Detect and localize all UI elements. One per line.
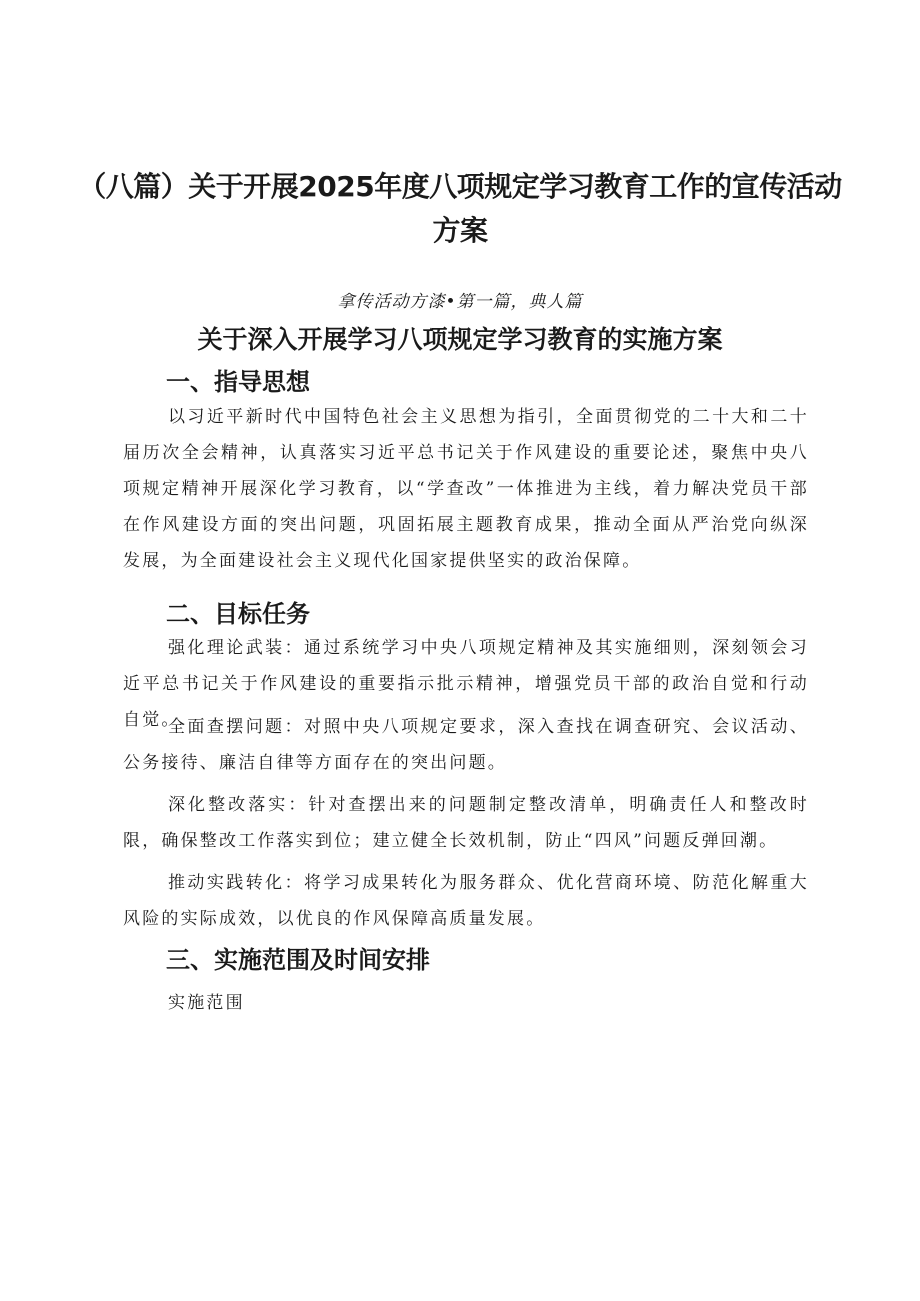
section-heading-3: 三、实施范围及时间安排 xyxy=(166,946,430,974)
document-subtitle: 拿传活动方漆•第一篇，典人篇 xyxy=(337,292,583,312)
section-2-paragraph-4: 推动实践转化：将学习成果转化为服务群众、优化营商环境、防范化解重大风险的实际成效，以优良的作风保障高质量发展。 xyxy=(123,873,809,929)
section-heading-2: 二、目标任务 xyxy=(166,600,310,628)
section-3-paragraph-1: 实施范围 xyxy=(168,993,245,1013)
plan-title: 关于深入开展学习八项规定学习教育的实施方案 xyxy=(197,325,723,354)
section-2-paragraph-3: 深化整改落实：针对查摆出来的问题制定整改清单，明确责任人和整改时限，确保整改工作落实到位；建立健全长效机制，防止“四风”问题反弹回潮。 xyxy=(123,795,809,851)
document-title-line-2: 方案 xyxy=(432,214,488,247)
section-2-paragraph-1: 强化理论武装：通过系统学习中央八项规定精神及其实施细则，深刻领会习近平总书记关于作风建设的重要指示批示精神，增强党员干部的政治自觉和行动自觉。 xyxy=(123,638,809,730)
section-heading-1: 一、指导思想 xyxy=(166,368,310,396)
document-title-line-1: （八篇）关于开展2025年度八项规定学习教育工作的宣传活动 xyxy=(78,170,842,203)
section-2-paragraph-2: 全面查摆问题：对照中央八项规定要求，深入查找在调查研究、会议活动、公务接待、廉洁自律等方面存在的突出问题。 xyxy=(123,717,809,773)
section-1-paragraph-1: 以习近平新时代中国特色社会主义思想为指引，全面贯彻党的二十大和二十届历次全会精神，认真落实习近平总书记关于作风建设的重要论述，聚焦中央八项规定精神开展深化学习教育，以“学查改”一体推进为主线，着力解决党员干部在作风建设方面的突出问题，巩固拓展主题教育成果，推动全面从严治党向纵深发展，为全面建设社会主义现代化国家提供坚实的政治保障。 xyxy=(123,407,809,571)
document-title xyxy=(60,165,860,253)
